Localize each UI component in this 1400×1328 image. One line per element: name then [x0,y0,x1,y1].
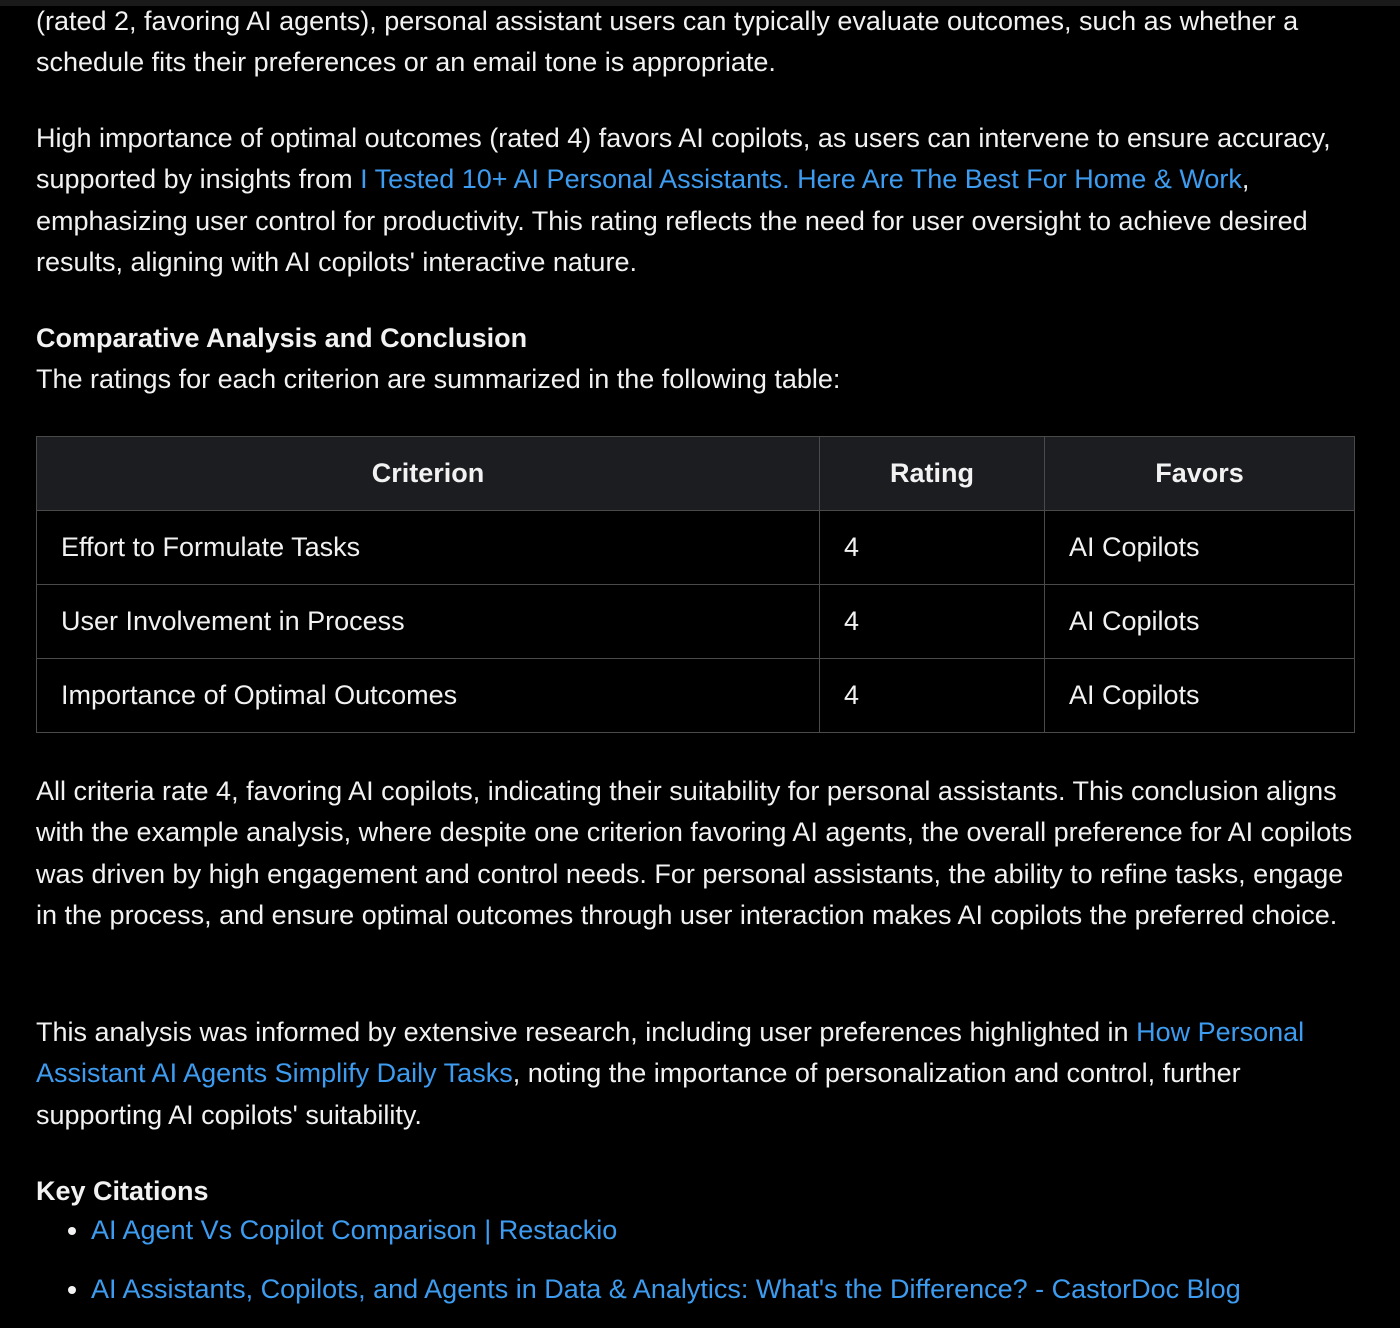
column-header-favors: Favors [1045,437,1355,511]
table-header-row [37,437,1355,511]
table-row [37,585,1355,659]
paragraph-conclusion: All criteria rate 4, favoring AI copilots, indicating their suitability for personal assistants. This conclusion aligns with the example analysis, where despite one criterion favoring AI agents, the overall preference for AI copilots was driven by high engagement and control needs. For personal assistants, the ability to refine tasks, engage in the process, and ensure optimal outcomes through user interaction makes AI copilots the preferred choice. [36,776,1353,930]
citation-link-restackio[interactable]: AI Agent Vs Copilot Comparison | Restackio [91,1215,618,1245]
column-header-rating: Rating [820,437,1045,511]
heading-comparative-analysis: Comparative Analysis and Conclusion [36,323,528,353]
paragraph-research [36,1012,1366,1136]
link-personal-assistants-article[interactable]: I Tested 10+ AI Personal Assistants. Here Are The Best For Home & Work [360,164,1242,195]
cell-favors: AI Copilots [1045,659,1355,733]
cell-rating: 4 [820,659,1045,733]
citations-list [36,1210,1241,1328]
cell-rating: 4 [820,511,1045,585]
paragraph-table-intro: The ratings for each criterion are summarized in the following table: [36,364,841,394]
table-row [37,511,1355,585]
paragraph-optimal-outcomes [36,118,1366,283]
cell-rating: 4 [820,585,1045,659]
paragraph-outcome-evaluation: (rated 2, favoring AI agents), personal assistant users can typically evaluate outcomes, such as whether a schedule fits their preferences or an email tone is appropriate. [36,6,1299,78]
link-personal-assistant-agents-article[interactable]: How Personal Assistant AI Agents Simplify Daily Tasks [36,1017,1305,1089]
paragraph-text: , emphasizing user control for productivity. This rating reflects the need for user oversight to achieve desired results, aligning with AI copilots' interactive nature. [36,164,1308,277]
paragraph-text: This analysis was informed by extensive research, including user preferences highlighted in [36,1017,1137,1047]
cell-favors: AI Copilots [1045,511,1355,585]
cell-favors: AI Copilots [1045,585,1355,659]
list-item [91,1269,1241,1310]
paragraph-text: High importance of optimal outcomes (rated 4) favors AI copilots, as users can intervene to ensure accuracy, supported by insights from [36,123,1331,195]
cell-criterion: Effort to Formulate Tasks [37,511,820,585]
heading-key-citations: Key Citations [36,1176,209,1206]
ratings-table [36,436,1355,733]
table-row [37,659,1355,733]
cell-criterion: Importance of Optimal Outcomes [37,659,820,733]
list-item [91,1210,1241,1251]
column-header-criterion: Criterion [37,437,820,511]
citation-link-castordoc[interactable]: AI Assistants, Copilots, and Agents in Data & Analytics: What's the Difference? - CastorDoc Blog [91,1274,1241,1304]
paragraph-text: , noting the importance of personalization and control, further supporting AI copilots' suitability. [36,1058,1241,1130]
cell-criterion: User Involvement in Process [37,585,820,659]
